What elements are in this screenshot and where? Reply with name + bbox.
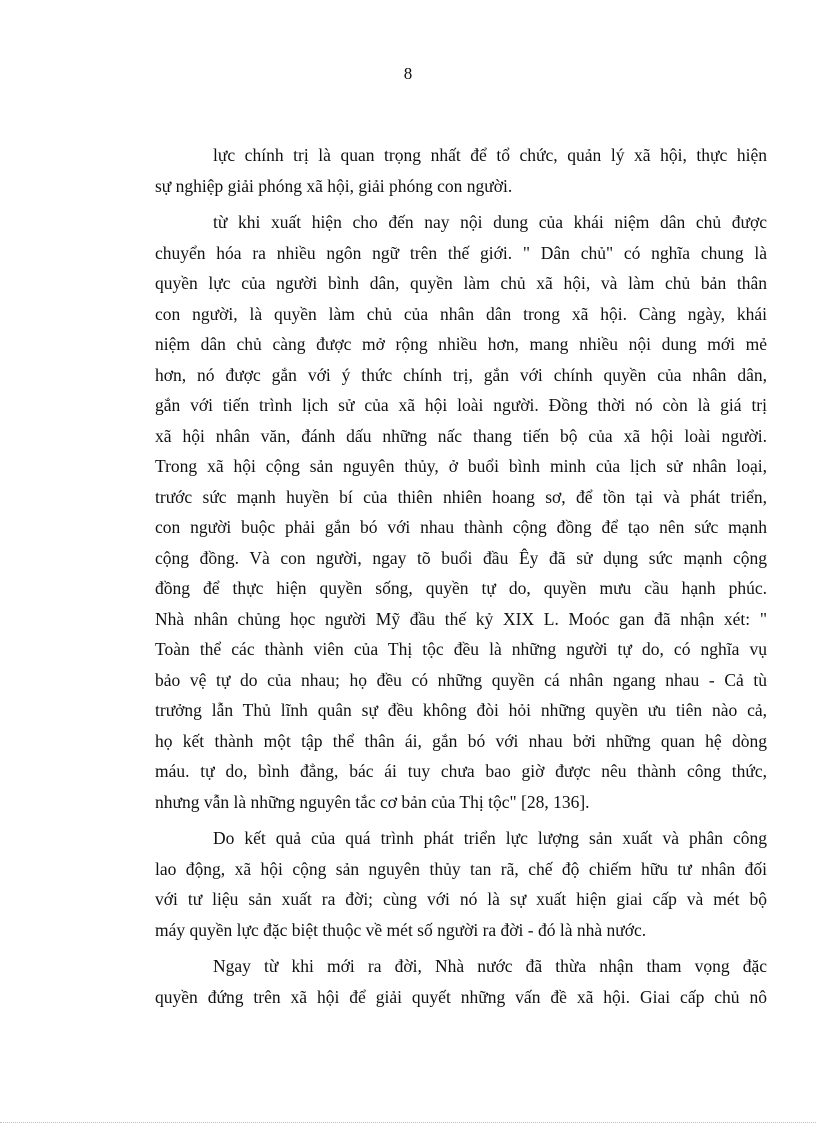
text-line: lực chính trị là quan trọng nhất để tổ chức, quản lý xã hội, thực hiện [213, 145, 767, 165]
text-line: trưởng lẫn Thủ lĩnh quân sự đều không đòi hỏi những quyền ưu tiên nào cả, [155, 700, 767, 720]
text-line: quyền đứng trên xã hội để giải quyết những vấn đề xã hội. Giai cấp chủ nô [155, 986, 767, 1007]
paragraph-2 [155, 207, 767, 817]
text-line: Ngay từ khi mới ra đời, Nhà nước đã thừa nhận tham vọng đặc [213, 956, 767, 976]
text-line: máu. tự do, bình đẳng, bác ái tuy chưa bao giờ được nêu thành công thức, [155, 761, 767, 781]
text-line: xã hội nhân văn, đánh dấu những nấc thang tiến bộ của xã hội loài người. [155, 425, 767, 446]
text-line: nhưng vẫn là những nguyên tắc cơ bản của Thị tộc" [28, 136]. [155, 791, 590, 812]
text-line: gắn với tiến trình lịch sử của xã hội loài người. Đồng thời nó còn là giá trị [155, 395, 767, 415]
body-text [155, 140, 767, 1012]
text-line: Nhà nhân chủng học người Mỹ đầu thế kỷ XIX L. Moóc gan đã nhận xét: " [155, 608, 767, 629]
paragraph-4 [155, 951, 767, 1012]
text-line: Toàn thể các thành viên của Thị tộc đều là những người tự do, có nghĩa vụ [155, 639, 767, 659]
text-line: trước sức mạnh huyền bí của thiên nhiên hoang sơ, để tồn tại và phát triển, [155, 486, 767, 507]
text-line: từ khi xuất hiện cho đến nay nội dung của khái niệm dân chủ được [213, 212, 767, 232]
text-line: Do kết quả của quá trình phát triển lực lượng sản xuất và phân công [213, 828, 767, 848]
text-line: với tư liệu sản xuất ra đời; cùng với nó là sự xuất hiện giai cấp và mét bộ [155, 889, 767, 909]
page-number: 8 [403, 64, 413, 83]
text-line: hơn, nó được gắn với ý thức chính trị, gắn với chính quyền của nhân dân, [155, 364, 767, 385]
text-line: con người buộc phải gắn bó với nhau thành cộng đồng để tạo nên sức mạnh [155, 517, 767, 537]
text-line: lao động, xã hội cộng sản nguyên thủy tan rã, chế độ chiếm hữu tư nhân đối [155, 858, 767, 879]
paragraph-3 [155, 823, 767, 945]
text-line: con người, là quyền làm chủ của nhân dân trong xã hội. Càng ngày, khái [155, 303, 767, 324]
text-line: Trong xã hội cộng sản nguyên thủy, ở buổi bình minh của lịch sử nhân loại, [155, 456, 767, 476]
text-line: quyền lực của người bình dân, quyền làm chủ xã hội, và làm chủ bản thân [155, 273, 767, 293]
text-line: niệm dân chủ càng được mở rộng nhiều hơn, mang nhiều nội dung mới mẻ [155, 334, 767, 354]
text-line: máy quyền lực đặc biệt thuộc về mét số người ra đời - đó là nhà nước. [155, 919, 647, 940]
paragraph-1 [155, 140, 767, 201]
text-line: bảo vệ tự do của nhau; họ đều có những quyền cá nhân ngang nhau - Cả tù [155, 669, 767, 690]
text-line: cộng đồng. Và con người, ngay tõ buổi đầu Êy đã sử dụng sức mạnh cộng [155, 547, 767, 568]
page-bottom-edge [0, 1116, 816, 1123]
text-line: sự nghiệp giải phóng xã hội, giải phóng con người. [155, 175, 513, 196]
text-line: đồng để thực hiện quyền sống, quyền tự do, quyền mưu cầu hạnh phúc. [155, 578, 767, 598]
text-line: chuyển hóa ra nhiều ngôn ngữ trên thế giới. " Dân chủ" có nghĩa chung là [155, 242, 767, 263]
text-line: họ kết thành một tập thể thân ái, gắn bó với nhau bởi những quan hệ dòng [155, 730, 767, 751]
